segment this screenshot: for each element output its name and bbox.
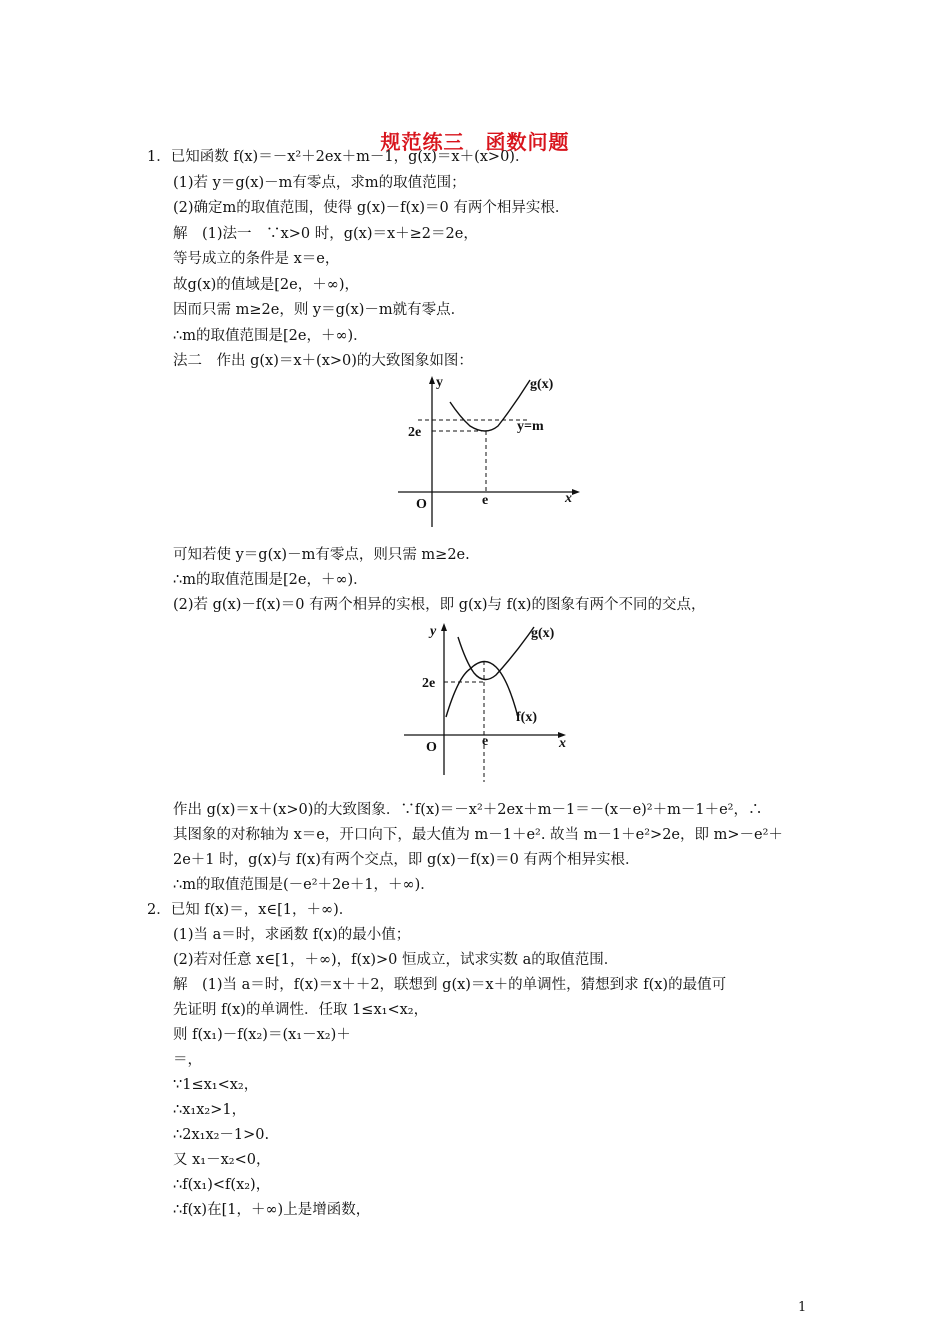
solution-line: 又 x₁－x₂<0， [173, 1152, 271, 1168]
label-e: e [482, 734, 489, 749]
label-x: x [565, 491, 572, 506]
solution-line: 2e＋1 时，g(x)与 f(x)有两个交点，即 g(x)－f(x)＝0 有两个相异实根． [173, 852, 640, 868]
solution-line: 其图象的对称轴为 x＝e，开口向下，最大值为 m－1＋e². 故当 m－1＋e²>2e，即 m>－e²＋ [173, 827, 783, 843]
label-2e: 2e [408, 425, 422, 440]
label-x: x [559, 736, 566, 751]
problem2-question1: (1)当 a＝时，求函数 f(x)的最小值； [173, 927, 411, 943]
solution-line: ∵1≤x₁<x₂， [173, 1077, 259, 1093]
page-title: 规范练三 函数问题 [380, 130, 570, 154]
solution-line: ∴f(x)在[1，＋∞)上是增函数， [173, 1202, 371, 1218]
label-y-equals-m: y=m [517, 419, 544, 434]
y-axis-arrow [441, 623, 447, 631]
solution-line: ∴m的取值范围是[2e，＋∞)． [173, 572, 368, 588]
x-axis-arrow [572, 489, 580, 495]
solution-line: ∴m的取值范围是[2e，＋∞)． [173, 328, 368, 344]
solution-line: 解 (1)当 a＝时，f(x)＝x＋＋2，联想到 g(x)＝x＋的单调性，猜想到求 f(x)的最值可 [173, 977, 727, 993]
solution-line: ∴m的取值范围是(－e²＋2e＋1，＋∞)． [173, 877, 435, 893]
label-y: y [436, 375, 443, 390]
solution-line: 则 f(x₁)－f(x₂)＝(x₁－x₂)＋ [173, 1027, 351, 1043]
problem1-question2: (2)确定m的取值范围，使得 g(x)－f(x)＝0 有两个相异实根． [173, 200, 570, 216]
f-curve [446, 661, 518, 717]
g-curve [458, 627, 534, 680]
solution-line: 作出 g(x)＝x＋(x>0)的大致图象．∵f(x)＝－x²＋2ex＋m－1＝－(x－e)²＋m－1＋e²，∴ [173, 802, 763, 818]
label-origin: O [426, 740, 437, 755]
label-2e: 2e [422, 676, 436, 691]
solution-line: 因而只需 m≥2e，则 y＝g(x)－m就有零点． [173, 302, 466, 318]
y-axis-arrow [429, 376, 435, 384]
problem2-question2: (2)若对任意 x∈[1，＋∞)，f(x)>0 恒成立，试求实数 a的取值范围． [173, 952, 619, 968]
solution-line: ＝， [173, 1052, 202, 1068]
solution-line: 法二 作出 g(x)＝x＋(x>0)的大致图象如图： [173, 353, 473, 369]
solution-line: ∴x₁x₂>1， [173, 1102, 247, 1118]
solution-line: 解 (1)法一 ∵x>0 时，g(x)＝x＋≥2＝2e， [173, 226, 478, 242]
label-y: y [430, 624, 437, 639]
page-number: 1 [798, 1300, 807, 1315]
label-g: g(x) [530, 377, 554, 392]
figure-f-g-graph [396, 617, 576, 787]
solution-line: ∴f(x₁)<f(x₂)， [173, 1177, 271, 1193]
label-origin: O [416, 497, 427, 512]
problem1-stem: 1．已知函数 f(x)＝－x²＋2ex＋m－1，g(x)＝x＋(x>0)． [147, 149, 530, 165]
solution-line: 故g(x)的值域是[2e，＋∞)， [173, 277, 359, 293]
label-f: f(x) [516, 710, 537, 725]
label-e: e [482, 493, 489, 508]
problem1-question1: (1)若 y＝g(x)－m有零点，求m的取值范围； [173, 175, 466, 191]
solution-line: (2)若 g(x)－f(x)＝0 有两个相异的实根，即 g(x)与 f(x)的图象有两个不同的交点， [173, 597, 706, 613]
solution-line: ∴2x₁x₂－1>0. [173, 1127, 270, 1143]
figure-g-graph [390, 372, 590, 537]
solution-line: 可知若使 y＝g(x)－m有零点，则只需 m≥2e. [173, 547, 470, 563]
label-g: g(x) [531, 626, 555, 641]
problem2-stem: 2．已知 f(x)＝，x∈[1，＋∞)． [147, 902, 354, 918]
solution-line: 先证明 f(x)的单调性．任取 1≤x₁<x₂， [173, 1002, 429, 1018]
solution-line: 等号成立的条件是 x＝e， [173, 251, 340, 267]
